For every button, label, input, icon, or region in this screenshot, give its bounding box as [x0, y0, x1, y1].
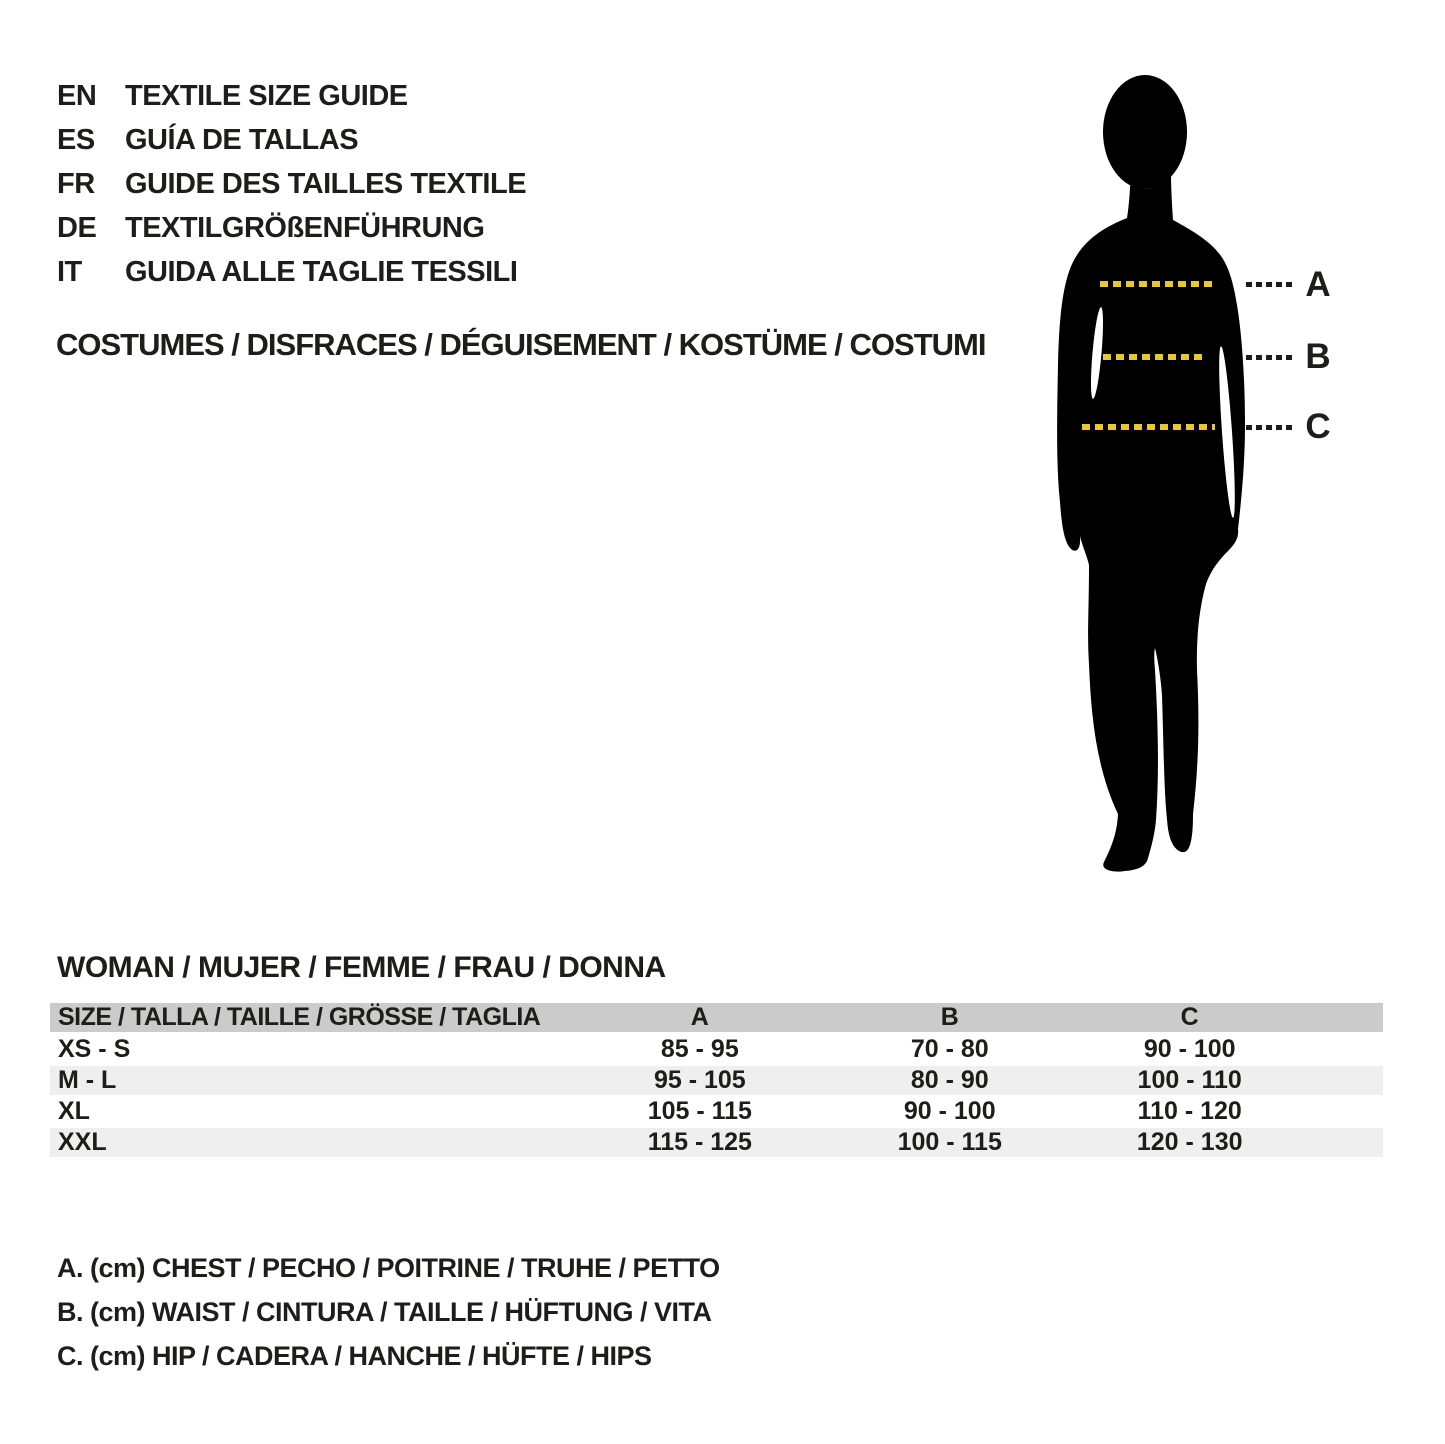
- hip-range-cell: 110 - 120: [1070, 1097, 1310, 1128]
- chest-measure-line: [1100, 281, 1212, 287]
- language-title: TEXTILE SIZE GUIDE: [125, 79, 408, 112]
- woman-silhouette-figure: [1015, 70, 1280, 880]
- waist-range-cell: 90 - 100: [830, 1097, 1070, 1128]
- table-row-m-l: [50, 1066, 1383, 1097]
- chest-range-cell: 105 - 115: [570, 1097, 830, 1128]
- spacer-cell: [1310, 1128, 1383, 1159]
- spacer-cell: [1310, 1066, 1383, 1097]
- size-column-header: SIZE / TALLA / TAILLE / GRÖSSE / TAGLIA: [50, 1003, 570, 1035]
- language-code: IT: [57, 255, 82, 288]
- legend-line-hip: C. (cm) HIP / CADERA / HANCHE / HÜFTE / HIPS: [57, 1340, 652, 1371]
- language-code: DE: [57, 211, 97, 244]
- spacer-cell: [1310, 1003, 1383, 1035]
- section-title-woman: WOMAN / MUJER / FEMME / FRAU / DONNA: [57, 951, 666, 984]
- waist-measure-line: [1103, 354, 1205, 360]
- language-row-es: [57, 118, 526, 162]
- table-row-xl: [50, 1097, 1383, 1128]
- size-table-header-row: [50, 1003, 1383, 1035]
- hip-leader-line: [1246, 425, 1294, 430]
- size-cell: XXL: [50, 1128, 570, 1159]
- hip-range-cell: 120 - 130: [1070, 1128, 1310, 1159]
- language-title: GUIDE DES TAILLES TEXTILE: [125, 167, 527, 200]
- size-cell: M - L: [50, 1066, 570, 1097]
- size-cell: XL: [50, 1097, 570, 1128]
- measure-label-b: B: [1305, 337, 1331, 376]
- column-header-b: B: [830, 1003, 1070, 1035]
- spacer-cell: [1310, 1035, 1383, 1066]
- category-title: COSTUMES / DISFRACES / DÉGUISEMENT / KOSTÜME / COSTUMI: [56, 327, 986, 362]
- chest-range-cell: 95 - 105: [570, 1066, 830, 1097]
- table-row-xs-s: [50, 1035, 1383, 1066]
- waist-range-cell: 100 - 115: [830, 1128, 1070, 1159]
- column-header-a: A: [570, 1003, 830, 1035]
- language-guide-list: [57, 74, 526, 294]
- language-code: ES: [57, 123, 95, 156]
- language-row-fr: [57, 162, 526, 206]
- language-title: GUÍA DE TALLAS: [125, 123, 359, 156]
- language-row-it: [57, 250, 526, 294]
- language-title: TEXTILGRÖßENFÜHRUNG: [125, 211, 485, 244]
- language-title: GUIDA ALLE TAGLIE TESSILI: [125, 255, 518, 288]
- hip-range-cell: 90 - 100: [1070, 1035, 1310, 1066]
- spacer-cell: [1310, 1097, 1383, 1128]
- waist-leader-line: [1246, 355, 1294, 360]
- language-row-en: [57, 74, 526, 118]
- hip-measure-line: [1082, 424, 1215, 430]
- language-row-de: [57, 206, 526, 250]
- legend-line-chest: A. (cm) CHEST / PECHO / POITRINE / TRUHE / PETTO: [57, 1252, 720, 1283]
- waist-range-cell: 70 - 80: [830, 1035, 1070, 1066]
- legend-line-waist: B. (cm) WAIST / CINTURA / TAILLE / HÜFTUNG / VITA: [57, 1296, 712, 1327]
- waist-range-cell: 80 - 90: [830, 1066, 1070, 1097]
- woman-silhouette-icon: [1015, 70, 1280, 880]
- chest-range-cell: 115 - 125: [570, 1128, 830, 1159]
- table-row-xxl: [50, 1128, 1383, 1159]
- measurement-legend: [57, 1246, 720, 1378]
- hip-range-cell: 100 - 110: [1070, 1066, 1310, 1097]
- measure-label-a: A: [1305, 265, 1331, 304]
- chest-range-cell: 85 - 95: [570, 1035, 830, 1066]
- measure-label-c: C: [1305, 407, 1331, 446]
- size-cell: XS - S: [50, 1035, 570, 1066]
- size-table: [50, 1003, 1383, 1159]
- language-code: EN: [57, 79, 97, 112]
- language-code: FR: [57, 167, 95, 200]
- column-header-c: C: [1070, 1003, 1310, 1035]
- chest-leader-line: [1246, 282, 1294, 287]
